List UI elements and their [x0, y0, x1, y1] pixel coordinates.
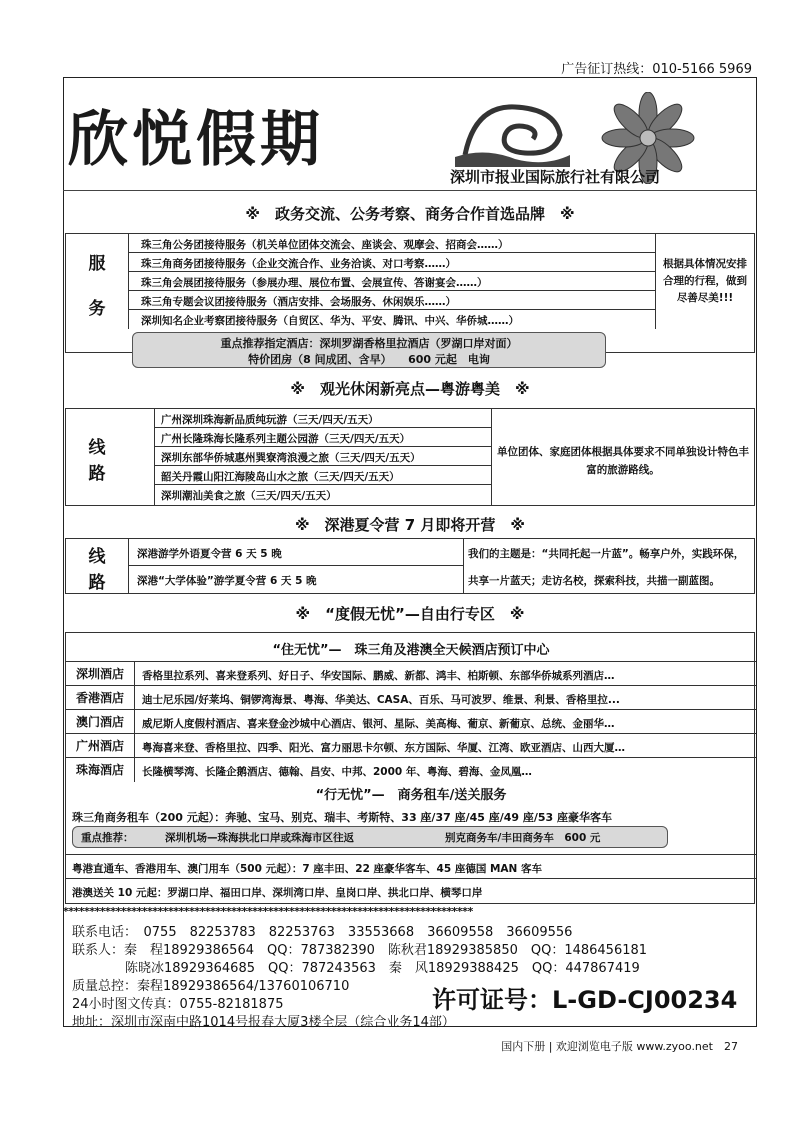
hotel-recommendation — [132, 332, 606, 368]
free-travel-box — [65, 632, 755, 904]
transport-title: “行无忧”— 商务租车/送关服务 — [315, 788, 507, 803]
hotel-list-cell: 迪士尼乐园/好莱坞、铜锣湾海景、粤海、华美达、CASA、百乐、马可波罗、维景、利景、香格里拉... — [142, 694, 620, 706]
list-item: 珠三角会展团接待服务（参展办理、展位布置、会展宣传、答谢宴会……） — [129, 272, 655, 291]
contact-people-2: 陈晓冰18929364685 QQ：787243563 秦 风18929388425 QQ：447867419 — [125, 961, 640, 976]
hotel-list-cell: 威尼斯人度假村酒店、喜来登金沙城中心酒店、银河、星际、美高梅、葡京、新葡京、总统、金丽华… — [142, 718, 615, 730]
services-label-2: 务 — [88, 299, 106, 319]
camp-note-2: 共享一片蓝天；走访名校，探索科技，共描一副蓝图。 — [468, 575, 720, 587]
hotel-line-2: 特价团房（8 间成团、含早） 600 元起 电询 — [248, 353, 490, 366]
page-footer: 国内下册 | 欢迎浏览电子版 www.zyoo.net 27 — [501, 1040, 738, 1053]
ad-hotline: 广告征订热线：010-5166 5969 — [561, 62, 752, 77]
services-note: 根据具体情况安排合理的行程，做到尽善尽美!!! — [663, 258, 747, 304]
contact-people-1: 联系人：秦 程18929386564 QQ：787382390 陈秋君18929385850 QQ：1486456181 — [72, 943, 648, 958]
camp-box — [65, 538, 755, 594]
city-cell: 香港酒店 — [66, 686, 135, 710]
city-cell: 珠海酒店 — [66, 758, 135, 782]
hotels-title: “住无忧”— 珠三角及港澳全天候酒店预订中心 — [272, 643, 550, 658]
transport-recommendation — [72, 826, 668, 848]
spiral-emblem-icon — [455, 95, 570, 167]
list-item: 珠三角专题会议团接待服务（酒店安排、会场服务、休闲娱乐……） — [129, 291, 655, 310]
license-number: 许可证号：L-GD-CJ00234 — [432, 986, 738, 1014]
hk-macau-line: 港澳送关 10 元起：罗湖口岸、福田口岸、深圳湾口岸、皇岗口岸、拱北口岸、横琴口岸 — [66, 878, 756, 903]
company-name: 深圳市报业国际旅行社有限公司 — [450, 168, 661, 186]
divider — [63, 190, 757, 191]
list-item: 广州长隆珠海长隆系列主题公园游（三天/四天/五天） — [155, 428, 491, 447]
list-item: 深圳东部华侨城惠州巽寮湾浪漫之旅（三天/四天/五天） — [155, 447, 491, 466]
contact-phones: 联系电话： 0755 82253783 82253763 33553668 36609558 36609556 — [72, 925, 573, 940]
hotel-list-cell: 长隆横琴湾、长隆企鹅酒店、德翰、昌安、中邦、2000 年、粤海、碧海、金凤凰… — [142, 766, 532, 778]
camp-label-2: 路 — [88, 573, 106, 593]
routes-list — [154, 409, 492, 505]
table-row — [66, 686, 756, 710]
camp-label-1: 线 — [88, 547, 106, 567]
quality-control: 质量总控：秦程18929386564/13760106710 — [72, 979, 350, 994]
hotel-line-1: 重点推荐指定酒店：深圳罗湖香格里拉酒店（罗湖口岸对面） — [220, 337, 518, 350]
city-cell: 广州酒店 — [66, 734, 135, 758]
services-label-1: 服 — [88, 254, 106, 274]
list-item: 深港游学外语夏令营 6 天 5 晚 — [129, 539, 463, 566]
camp-note-1: 我们的主题是：“共同托起一片蓝”。畅享户外，实践环保， — [468, 548, 745, 560]
table-row — [66, 662, 756, 686]
table-row — [66, 710, 756, 734]
services-list — [128, 234, 656, 329]
table-row — [66, 758, 756, 782]
city-cell: 深圳酒店 — [66, 662, 135, 686]
section-title-sightseeing: ※ 观光休闲新亮点—粤游粤美 ※ — [290, 380, 530, 398]
list-item: 深圳知名企业考察团接待服务（自贸区、华为、平安、腾讯、中兴、华侨城……） — [141, 315, 519, 327]
cross-border-line: 粤港直通车、香港用车、澳门用车（500 元起）：7 座丰田、22 座豪华客车、45 座德国 MAN 客车 — [66, 854, 756, 878]
fax-line: 24小时图文传真：0755-82181875 — [72, 997, 284, 1012]
list-item: 深港“大学体验”游学夏令营 6 天 5 晚 — [137, 575, 317, 587]
table-row — [66, 734, 756, 758]
list-item: 珠三角商务团接待服务（企业交流合作、业务洽谈、对口考察……） — [129, 253, 655, 272]
brand-title: 欣悦假期 — [68, 105, 324, 175]
address-line: 地址：深圳市深南中路1014号报春大厦3楼全层（综合业务14部） — [72, 1015, 455, 1030]
recommend-label: 重点推荐： — [81, 832, 134, 844]
list-item: 珠三角公务团接待服务（机关单位团体交流会、座谈会、观摩会、招商会……） — [129, 234, 655, 253]
recommend-route: 深圳机场—珠海拱北口岸或珠海市区往返 — [165, 832, 354, 844]
list-item: 深圳潮汕美食之旅（三天/四天/五天） — [161, 490, 337, 502]
hotels-table — [66, 661, 756, 782]
recommend-price: 别克商务车/丰田商务车 600 元 — [445, 832, 601, 844]
routes-label-2: 路 — [88, 464, 106, 484]
routes-label-1: 线 — [88, 438, 106, 458]
routes-note: 单位团体、家庭团体根据具体要求不同单独设计特色丰富的旅游路线。 — [497, 446, 749, 476]
hotel-list-cell: 香格里拉系列、喜来登系列、好日子、华安国际、鹏威、新都、鸿丰、柏斯顿、东部华侨城系列酒店… — [142, 670, 615, 682]
section-title-business: ※ 政务交流、公务考察、商务合作首选品牌 ※ — [245, 205, 575, 223]
star-divider: ****************************************************************************** — [63, 905, 473, 918]
section-title-free-travel: ※ “度假无忧”—自由行专区 ※ — [295, 605, 525, 623]
car-rental-line: 珠三角商务租车（200 元起）：奔驰、宝马、别克、瑞丰、考斯特、33 座/37 座/45 座/49 座/53 座豪华客车 — [72, 811, 613, 824]
section-title-summer-camp: ※ 深港夏令营 7 月即将开营 ※ — [294, 516, 526, 534]
list-item: 广州深圳珠海新品质纯玩游（三天/四天/五天） — [155, 409, 491, 428]
hotel-list-cell: 粤海喜来登、香格里拉、四季、阳光、富力丽思卡尔顿、东方国际、华厦、江湾、欧亚酒店、山西大厦… — [142, 742, 625, 754]
routes-box — [65, 408, 755, 506]
list-item: 韶关丹霞山阳江海陵岛山水之旅（三天/四天/五天） — [155, 466, 491, 485]
city-cell: 澳门酒店 — [66, 710, 135, 734]
camp-list — [128, 539, 464, 593]
